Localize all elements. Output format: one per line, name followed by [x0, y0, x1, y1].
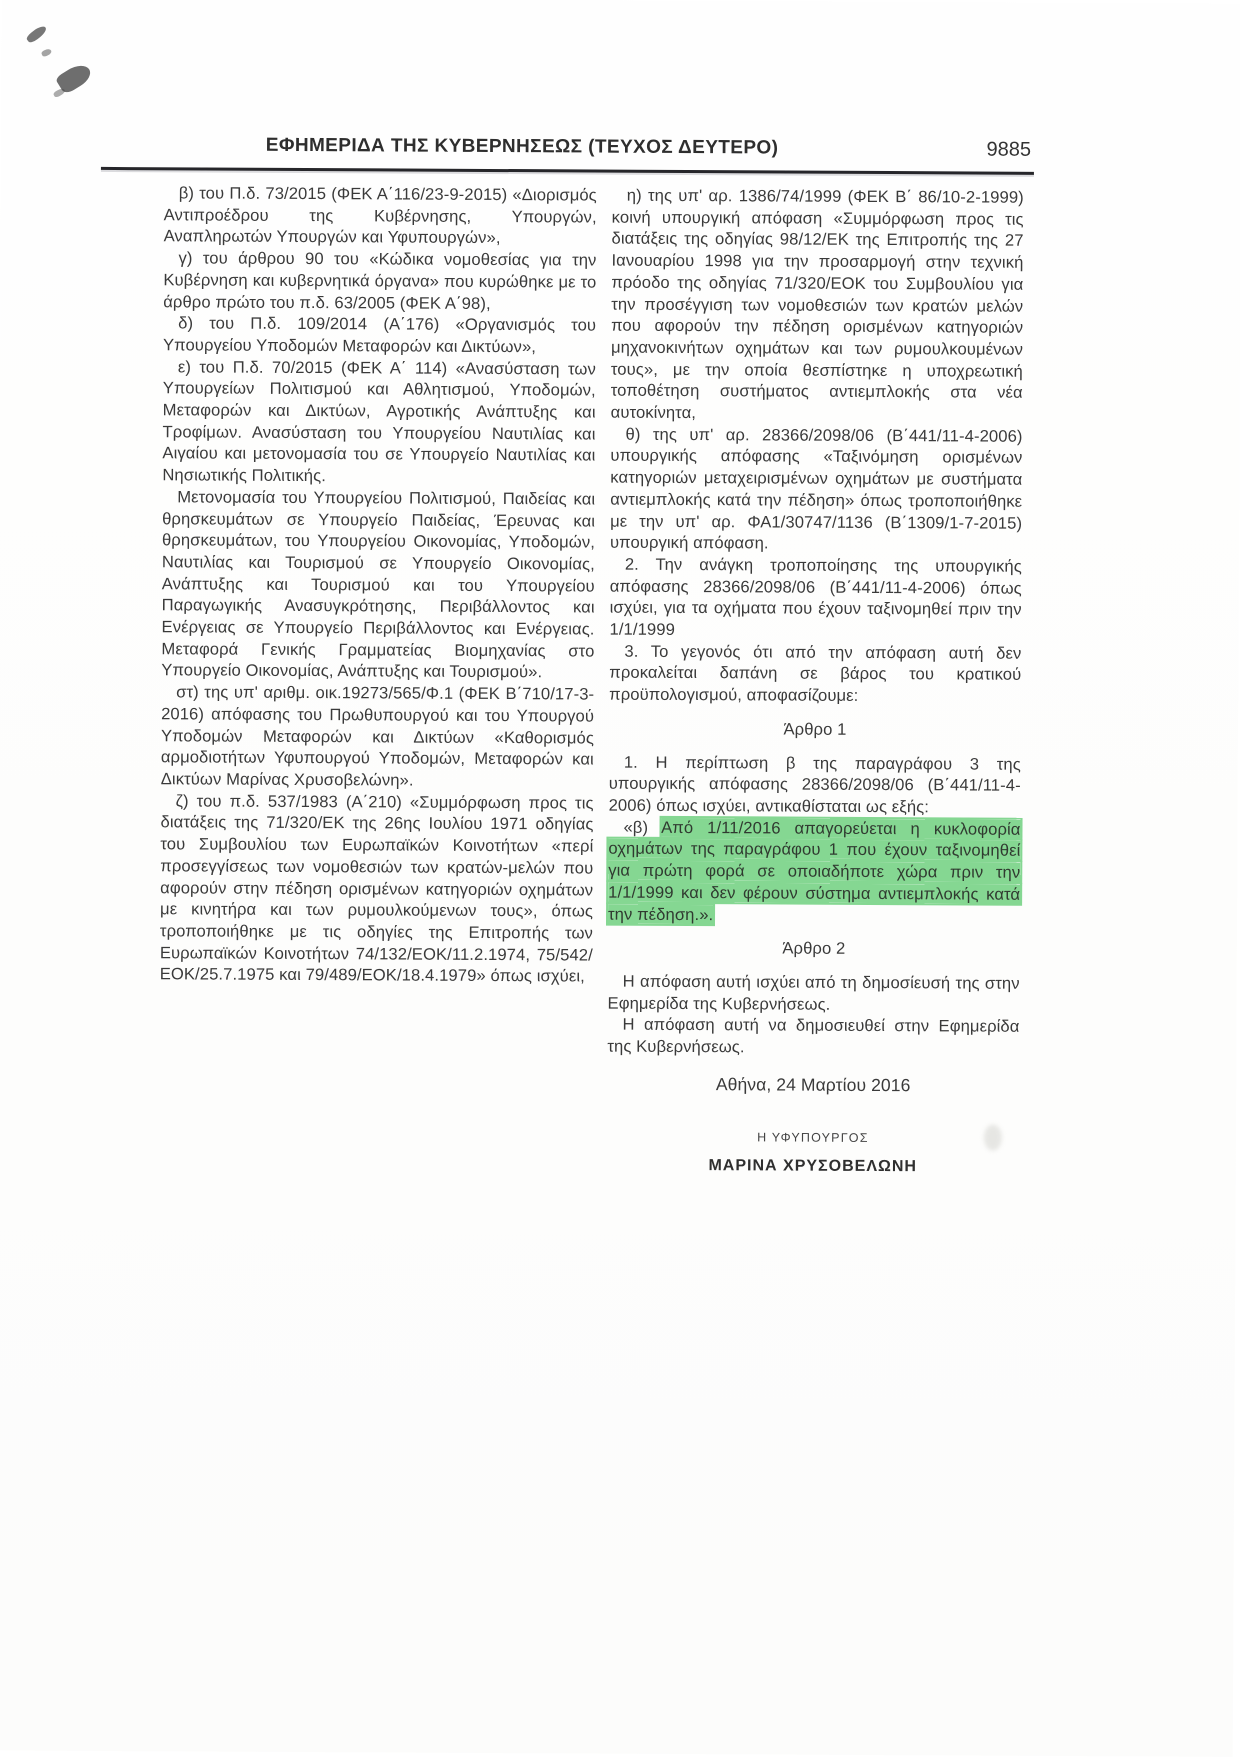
article-1-heading: Άρθρο 1 — [783, 719, 847, 739]
article-2-paragraph-publication: Η απόφαση αυτή να δημοσιευθεί στην Εφημερίδα της Κυβερνήσεως. — [607, 1014, 1020, 1057]
article-2-heading: Άρθρο 2 — [782, 938, 846, 959]
article-1-intro: 1. Η περίπτωση β της παραγράφου 3 της υπουργικής απόφασης 28366/2098/06 (Β΄441/11-4-2006) όπως ισχύει, αντικαθίσταται ως εξής: — [608, 752, 1021, 817]
page-header — [101, 134, 1033, 169]
paragraph-point-2: 2. Την ανάγκη τροποποίησης της υπουργικής απόφασης 28366/2098/06 (Β΄441/11-4-2006) όπως ισχύει, για τα οχήματα που έχουν ταξινομηθεί πριν την 1/1/1999 — [609, 554, 1022, 640]
scan-smudge-artifact — [25, 24, 48, 45]
gazette-title: ΕΦΗΜΕΡΙΔΑ ΤΗΣ ΚΥΒΕΡΝΗΣΕΩΣ (ΤΕΥΧΟΣ ΔΕΥΤΕΡΟ) — [265, 134, 779, 159]
paragraph-item-g: γ) του άρθρου 90 του «Κώδικα νομοθεσίας για την Κυβέρνηση και κυβερνητικά όργανα» που κυρώθηκε με το άρθρο πρώτο του π.δ. 63/2005 (ΦΕΚ Α΄98), — [163, 248, 597, 313]
scan-smudge-artifact — [41, 48, 53, 58]
paragraph-item-th: θ) της υπ' αρ. 28366/2098/06 (Β΄441/11-4-2006) υπουργικής απόφασης «Ταξινόμηση ορισμένων κατηγοριών μεταχειρισμένων οχημάτων με συστήματα αντιεμπλοκής κατά την πέδηση» όπως τροποποιήθηκε με την υπ' αρ. ΦΑ1/30747/1136 (Β΄1309/1-7-2015) υπουργική απόφαση. — [609, 424, 1023, 553]
article-1-quoted-provision — [608, 816, 1021, 927]
right-text-column — [607, 185, 1024, 1179]
paragraph-item-d: δ) του Π.δ. 109/2014 (Α΄176) «Οργανισμός του Υπουργείου Υποδομών Μεταφορών και Δικτύων», — [162, 313, 597, 357]
signature-place-date: Αθήνα, 24 Μαρτίου 2016 — [715, 1073, 911, 1095]
scan-smudge-artifact — [53, 87, 66, 98]
paragraph-item-b: β) του Π.δ. 73/2015 (ΦΕΚ Α΄116/23-9-2015) «Διορισμός Αντιπροέδρου της Κυβέρνησης, Υπουργών, Αναπληρωτών Υπουργών και Υφυπουργών», — [163, 183, 597, 248]
article-2-paragraph-validity: Η απόφαση αυτή ισχύει από τη δημοσίευσή της στην Εφημερίδα της Κυβερνήσεως. — [607, 971, 1020, 1014]
header-divider-rule — [101, 167, 1034, 175]
quote-prefix: «β) — [623, 817, 662, 837]
signature-name: ΜΑΡΙΝΑ ΧΡΥΣΟΒΕΛΩΝΗ — [708, 1157, 917, 1176]
highlighted-provision-text: Από 1/11/2016 απαγορεύεται η κυκλοφορία οχημάτων της παραγράφου 1 που έχουν ταξινομηθεί για πρώτη φορά σε οποιαδήποτε χώρα πριν την 1/1/1999 και δεν φέρουν σύστημα αντιεμπλοκής κατά την πέδηση.». — [608, 817, 1021, 924]
signature-block — [607, 1073, 1020, 1178]
paragraph-item-h: η) της υπ' αρ. 1386/74/1999 (ΦΕΚ Β΄ 86/10-2-1999) κοινή υπουργική απόφαση «Συμμόρφωση προς τις διατάξεις της οδηγίας 98/12/ΕΚ της Επιτροπής της 27 Ιανουαρίου 1998 για την προσαρμογή στην τεχνική πρόοδο της οδηγίας 71/320/ΕΟΚ του Συμβουλίου για την προσέγγιση των νομοθεσιών των κρατών μελών που αφορούν την πέδηση ορισμένων κατηγοριών μηχανοκινήτων οχημάτων και των ρυμουλκουμένων τους», με την οποία θεσπίστηκε η υποχρεωτική τοποθέτηση συστήματος αντιεμπλοκής στα νέα αυτοκίνητα, — [610, 185, 1024, 423]
paragraph-item-e: ε) του Π.δ. 70/2015 (ΦΕΚ Α΄ 114) «Ανασύσταση των Υπουργείων Πολιτισμού και Αθλητισμού, Υποδομών, Μεταφορών και Δικτύων, Αγροτικής Ανάπτυξης και Τροφίμων. Ανασύσταση του Υπουργείου Ναυτιλίας και Αιγαίου και μετονομασία του σε Υπουργείο Ναυτιλίας και Νησιωτικής Πολιτικής. — [162, 356, 596, 486]
paragraph-item-st: στ) της υπ' αριθμ. οικ.19273/565/Φ.1 (ΦΕΚ Β΄710/17-3-2016) απόφασης του Πρωθυπουργού και του Υπουργού Υποδομών Μεταφορών και Δικτύων «Καθορισμός αρμοδιοτήτων Υφυπουργού Υποδομών, Μεταφορών και Δικτύων Μαρίνας Χρυσοβελώνη». — [160, 682, 595, 790]
left-text-column — [160, 182, 597, 987]
paragraph-point-3: 3. Το γεγονός ότι από την απόφαση αυτή δεν προκαλείται δαπάνη σε βάρος του κρατικού προϋπολογισμού, αποφασίζουμε: — [609, 641, 1022, 706]
signature-title: Η ΥΦΥΠΟΥΡΓΟΣ — [757, 1130, 869, 1146]
paragraph-item-z: ζ) του π.δ. 537/1983 (Α΄210) «Συμμόρφωση προς τις διατάξεις της 71/320/ΕΚ της 26ης Ιουλίου 1971 οδηγίας του Συμβουλίου των Ευρωπαϊκών Κοινοτήτων «περί προσεγγίσεως των νομοθεσιών των κρατών-μελών που αφορούν στην πέδηση ορισμένων κατηγοριών οχημάτων με κινητήρα και των ρυμουλκούμενων τους», όπως τροποποιήθηκε με τις οδηγίες της Επιτροπής των Ευρωπαϊκών Κοινοτήτων 74/132/ΕΟΚ/11.2.1974, 75/542/ΕΟΚ/25.7.1975 και 79/489/ΕΟΚ/18.4.1979» όπως ισχύει, — [159, 791, 594, 986]
page-number: 9885 — [986, 138, 1032, 161]
paragraph-renaming: Μετονομασία του Υπουργείου Πολιτισμού, Παιδείας και θρησκευμάτων σε Υπουργείο Παιδείας, Έρευνας και θρησκευμάτων, του Υπουργείου Οικονομίας, Υποδομών, Ναυτιλίας και Τουρισμού σε Υπουργείο Οικονομίας, Ανάπτυξης και Τουρισμού και του Υπουργείου Παραγωγικής Ανασυγκρότησης, Περιβάλλοντος και Ενέργειας σε Υπουργείο Περιβάλλοντος και Ενέργειας. Μεταφορά Γενικής Γραμματείας Βιομηχανίας στο Υπουργείο Οικονομίας, Ανάπτυξης και Τουρισμού». — [161, 487, 596, 682]
